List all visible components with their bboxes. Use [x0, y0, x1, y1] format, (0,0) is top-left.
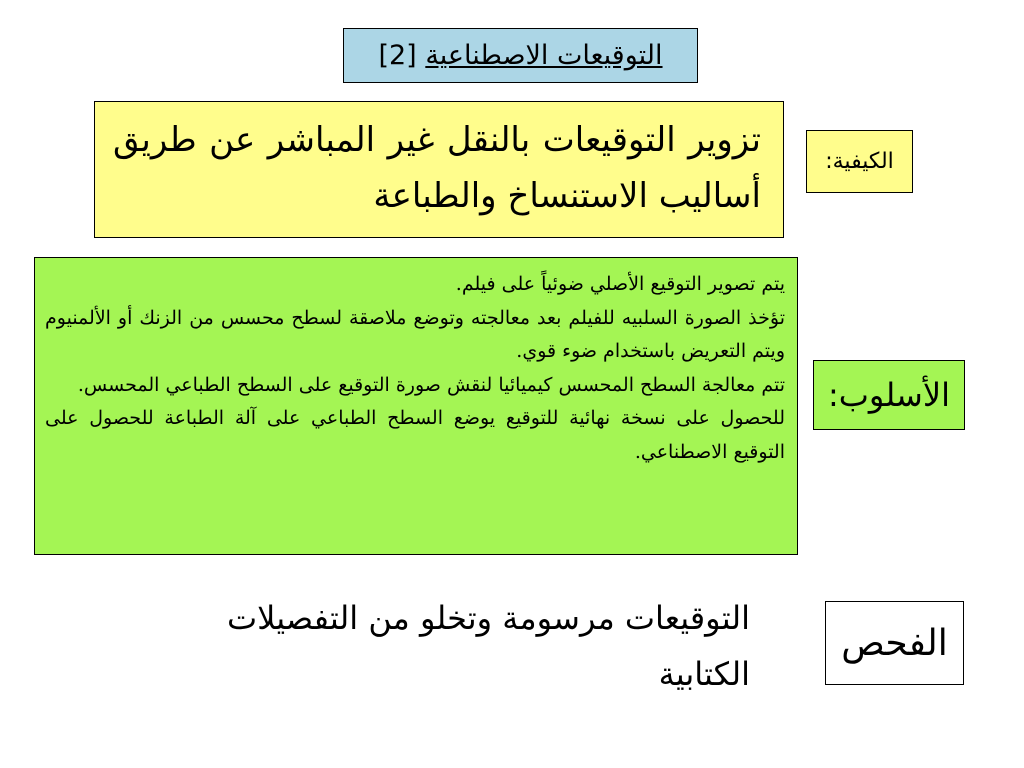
procedure-label: الأسلوب: — [813, 360, 965, 430]
procedure-step: للحصول على نسخة نهائية للتوقيع يوضع السطح الطباعي على آلة الطباعة للحصول على التوقيع الاصطناعي. — [45, 407, 785, 463]
method-description: تزوير التوقيعات بالنقل غير المباشر عن طريق أساليب الاستنساخ والطباعة — [94, 101, 784, 238]
procedure-description — [34, 257, 798, 555]
procedure-step: تؤخذ الصورة السلبيه للفيلم بعد معالجته وتوضع ملاصقة لسطح محسس من الزنك أو الألمنيوم ويتم التعريض باستخدام ضوء قوي. — [45, 306, 785, 362]
procedure-step: تتم معالجة السطح المحسس كيميائيا لنقش صورة التوقيع على السطح الطباعي المحسس. — [77, 373, 785, 396]
examination-description: التوقيعات مرسومة وتخلو من التفصيلات الكتابية — [227, 599, 750, 693]
slide-title-label: التوقيعات الاصطناعية — [425, 40, 663, 71]
procedure-step: يتم تصوير التوقيع الأصلي ضوئياً على فيلم. — [455, 273, 785, 295]
method-label: الكيفية: — [806, 130, 913, 193]
slide-title — [343, 28, 698, 83]
examination-label: الفحص — [825, 601, 964, 685]
slide-title-number: [2] — [378, 40, 417, 71]
